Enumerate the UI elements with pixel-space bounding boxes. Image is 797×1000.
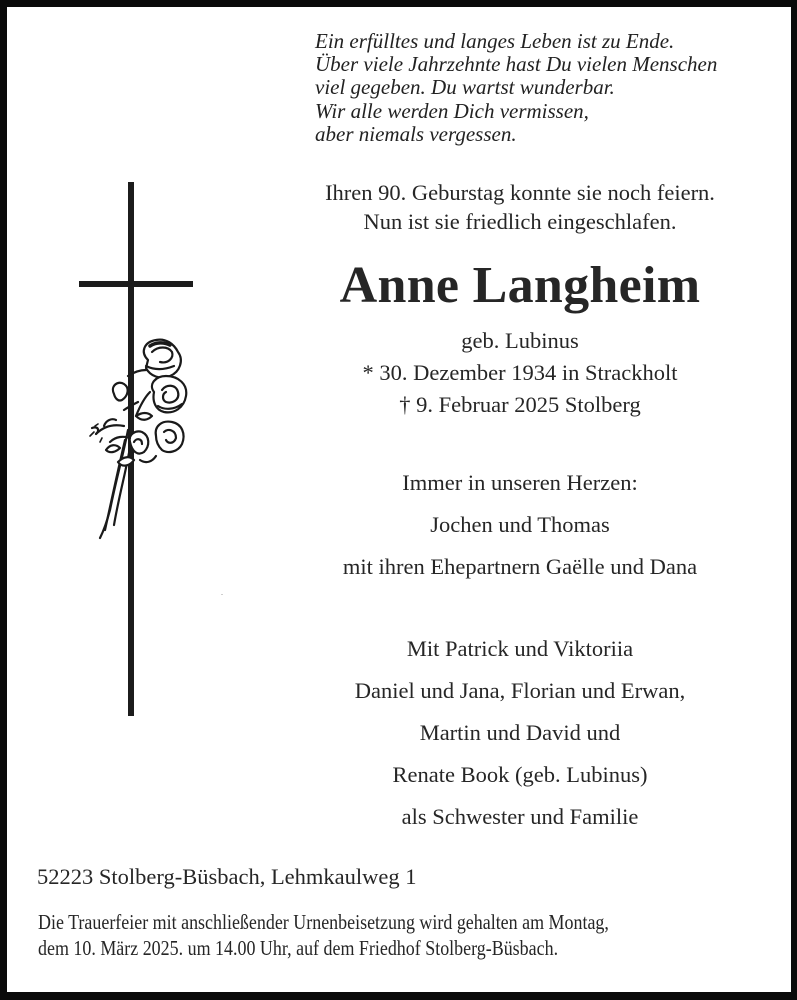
maiden-name: geb. Lubinus: [461, 328, 579, 353]
family-line: Mit Patrick und Viktoriia: [406, 636, 634, 661]
death-date: † 9. Februar 2025 Stolberg: [399, 392, 641, 417]
cross-with-roses-icon: [70, 180, 210, 720]
family-line: Daniel und Jana, Florian und Erwan,: [354, 678, 686, 703]
intro-line: Nun ist sie friedlich eingeschlafen.: [363, 209, 677, 234]
ceremony-line: Die Trauerfeier mit anschließender Urnenbeisetzung wird gehalten am Montag,: [38, 910, 609, 934]
poem-line: Wir alle werden Dich vermissen,: [315, 98, 589, 123]
deceased-name: Anne Langheim: [339, 257, 701, 314]
birth-date: * 30. Dezember 1934 in Strackholt: [362, 360, 678, 385]
memorial-poem: [315, 30, 717, 146]
family-line: als Schwester und Familie: [401, 804, 639, 829]
ceremony-line: dem 10. März 2025. um 14.00 Uhr, auf dem Friedhof Stolberg-Büsbach.: [38, 936, 559, 960]
poem-line: Über viele Jahrzehnte hast Du vielen Menschen: [315, 52, 718, 77]
funeral-ceremony-info: [38, 909, 609, 961]
cross-horizontal-beam: [79, 281, 193, 287]
rose-bouquet: [90, 340, 186, 538]
family-line: Martin und David und: [419, 720, 621, 745]
intro-text: [280, 178, 760, 236]
poem-line: aber niemals vergessen.: [315, 121, 517, 146]
family-line: Renate Book (geb. Lubinus): [392, 762, 648, 787]
mourners-block: [280, 462, 760, 588]
poem-line: viel gegeben. Du wartst wunderbar.: [315, 75, 615, 100]
intro-line: Ihren 90. Geburstag konnte sie noch feiern.: [325, 180, 715, 205]
mourners-line: Immer in unseren Herzen:: [402, 470, 638, 495]
family-block: [280, 628, 760, 838]
mourners-line: Jochen und Thomas: [430, 512, 610, 537]
poem-line: Ein erfülltes und langes Leben ist zu Ende.: [315, 29, 675, 53]
print-speck: [221, 594, 223, 595]
family-address: 52223 Stolberg-Büsbach, Lehmkaulweg 1: [37, 864, 417, 889]
mourners-line: mit ihren Ehepartnern Gaëlle und Dana: [342, 554, 698, 579]
deceased-vitals: [280, 325, 760, 421]
